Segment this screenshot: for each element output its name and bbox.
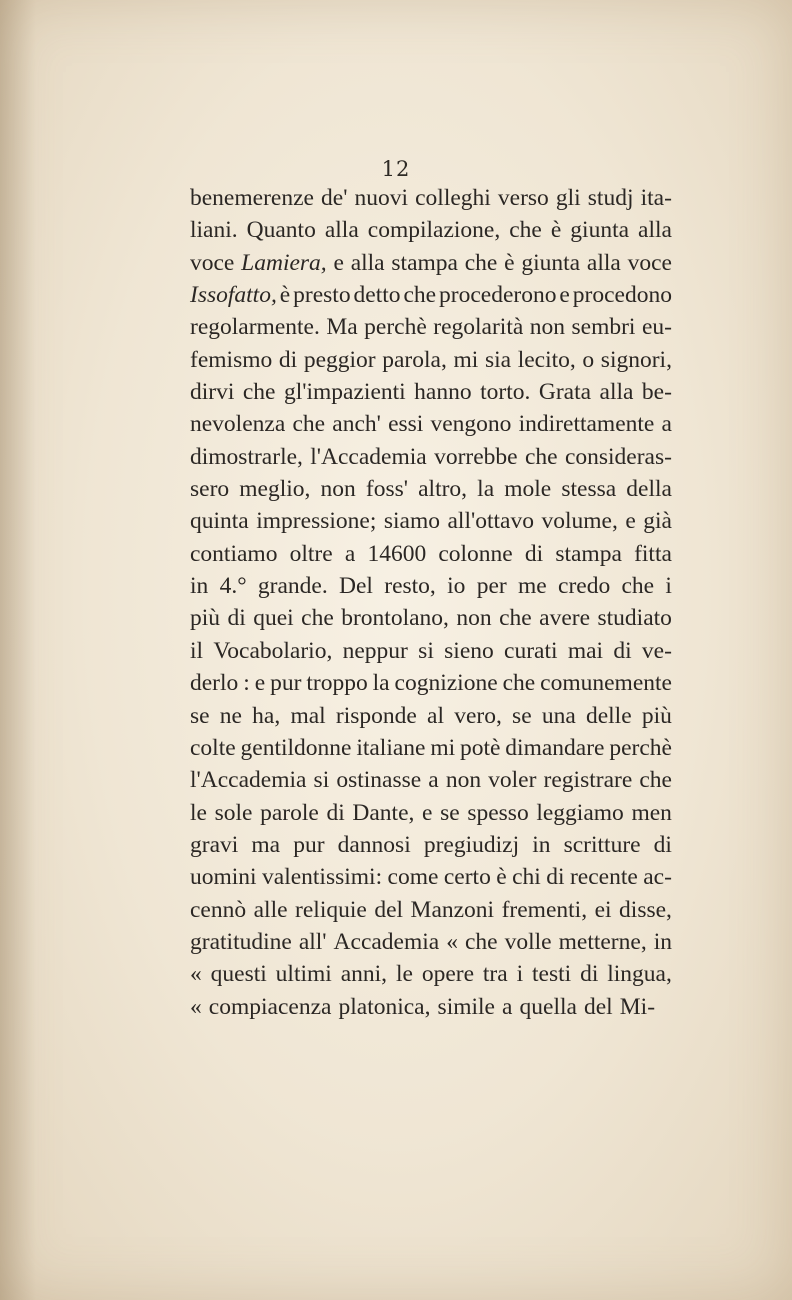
text-line: contiamo oltre a 14600 colonne di stampa fitta (190, 540, 672, 567)
gutter-shadow (0, 0, 36, 1300)
text-line: se ne ha, mal risponde al vero, se una delle più (190, 702, 672, 729)
text-line: « compiacenza platonica, simile a quella del Mi- (190, 993, 656, 1020)
text-line: dimostrarle, l'Accademia vorrebbe che consideras- (190, 443, 672, 470)
body-text (190, 182, 672, 1023)
text-line: « questi ultimi anni, le opere tra i testi di lingua, (190, 961, 672, 988)
text-line: in 4.° grande. Del resto, io per me credo che i (190, 573, 672, 600)
text-line: l'Accademia si ostinasse a non voler registrare che (190, 767, 672, 794)
text-line: liani. Quanto alla compilazione, che è giunta alla (190, 217, 672, 244)
text-line: nevolenza che anch' essi vengono indirettamente a (190, 411, 672, 438)
text-line: il Vocabolario, neppur si sieno curati mai di ve- (190, 637, 672, 664)
text-line: femismo di peggior parola, mi sia lecito, o signori, (190, 346, 672, 373)
text-line: quinta impressione; siamo all'ottavo volume, e già (190, 508, 672, 535)
text-line: colte gentildonne italiane mi potè dimandare perchè (190, 734, 672, 761)
text-line: voce Lamiera, e alla stampa che è giunta alla voce (190, 249, 672, 276)
text-line: dirvi che gl'impazienti hanno torto. Grata alla be- (190, 379, 672, 406)
text-line: più di quei che brontolano, non che avere studiato (190, 605, 672, 632)
text-line: cennò alle reliquie del Manzoni frementi, ei disse, (190, 896, 672, 923)
text-line: uomini valentissimi: come certo è chi di recente ac- (190, 864, 672, 891)
text-line: gravi ma pur dannosi pregiudizj in scritture di (190, 831, 672, 858)
text-line: le sole parole di Dante, e se spesso leggiamo men (190, 799, 672, 826)
text-line: Issofatto, è presto detto che procederono e procedono (190, 282, 672, 309)
text-line: benemerenze de' nuovi colleghi verso gli studj ita- (190, 185, 672, 211)
text-line: derlo : e pur troppo la cognizione che comunemente (190, 670, 672, 697)
page-number: 12 (381, 157, 411, 181)
text-line: gratitudine all' Accademia « che volle metterne, in (190, 928, 672, 955)
text-line: regolarmente. Ma perchè regolarità non sembri eu- (190, 314, 672, 341)
text-line: sero meglio, non foss' altro, la mole stessa della (190, 476, 672, 503)
